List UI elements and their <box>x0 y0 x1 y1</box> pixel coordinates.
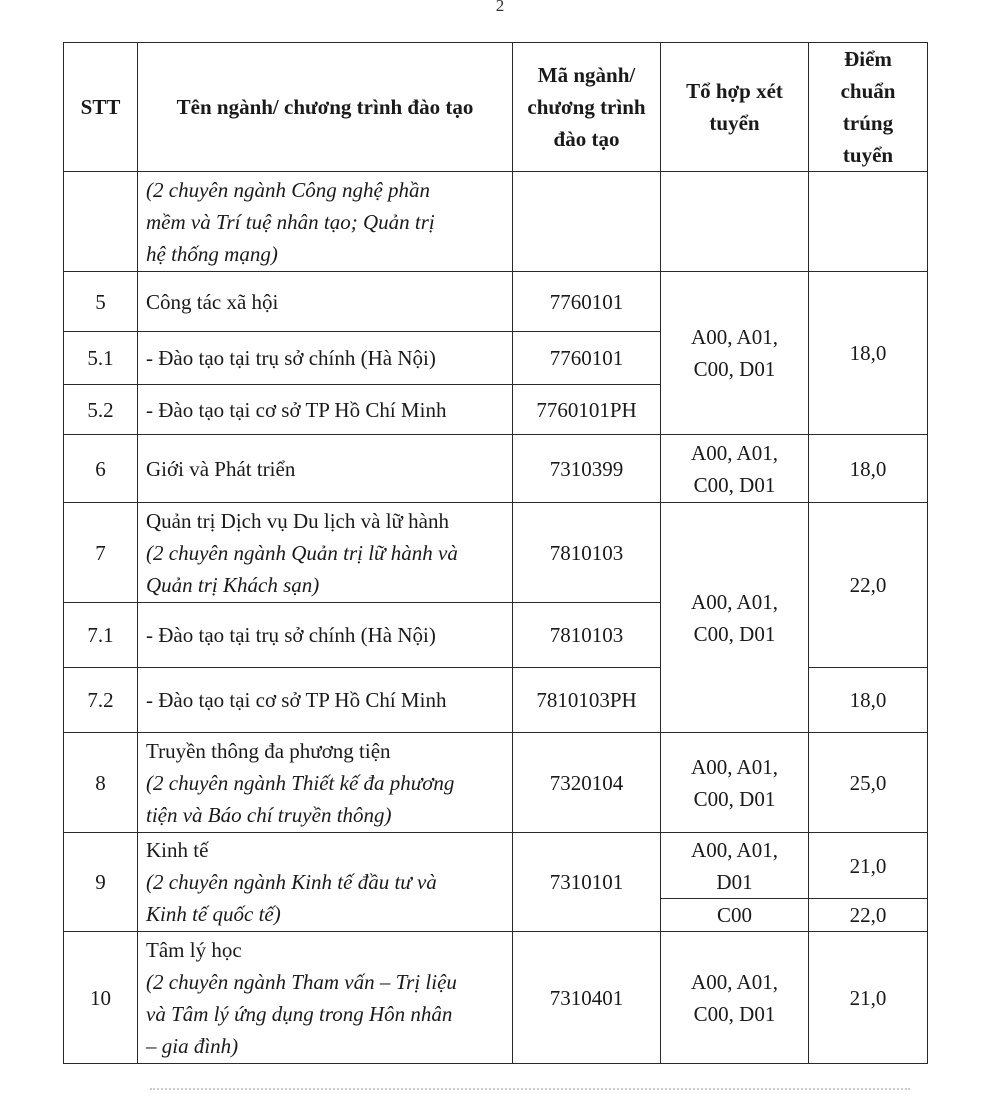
program-name-cell <box>138 503 513 603</box>
code-cell: 7320104 <box>513 733 661 833</box>
score-cell <box>809 172 928 272</box>
code-cell: 7760101PH <box>513 385 661 435</box>
table-header-row <box>64 43 928 172</box>
code-cell: 7310101 <box>513 833 661 932</box>
table-row <box>64 932 928 1064</box>
program-name-cell <box>138 833 513 932</box>
combo-line: A00, A01, <box>691 969 778 994</box>
score-cell: 18,0 <box>809 272 928 435</box>
note-line: – gia đình) <box>146 1033 239 1058</box>
code-cell: 7760101 <box>513 332 661 385</box>
score-cell: 18,0 <box>809 435 928 503</box>
combo-line: C00, D01 <box>693 621 776 646</box>
score-cell: 22,0 <box>809 899 928 932</box>
header-program-name: Tên ngành/ chương trình đào tạo <box>138 43 513 172</box>
cut-off-text-remnant <box>150 1088 910 1100</box>
stt-cell: 7.2 <box>64 668 138 733</box>
program-title: Quản trị Dịch vụ Du lịch và lữ hành <box>146 508 449 533</box>
score-cell: 21,0 <box>809 932 928 1064</box>
combo-line: A00, A01, <box>691 589 778 614</box>
note-line: và Tâm lý ứng dụng trong Hôn nhân <box>146 1001 453 1026</box>
header-code-line: đào tạo <box>553 127 620 151</box>
combo-line: C00, D01 <box>693 786 776 811</box>
table-row <box>64 435 928 503</box>
code-cell: 7310399 <box>513 435 661 503</box>
note-line: (2 chuyên ngành Quản trị lữ hành và <box>146 540 458 565</box>
combo-cell: C00 <box>661 899 809 932</box>
table-row <box>64 733 928 833</box>
stt-cell: 7.1 <box>64 603 138 668</box>
program-name-cell <box>138 733 513 833</box>
stt-cell: 7 <box>64 503 138 603</box>
admission-scores-table <box>63 42 928 1064</box>
header-cutoff-score <box>809 43 928 172</box>
combo-cell <box>661 172 809 272</box>
code-cell: 7810103 <box>513 603 661 668</box>
table-row <box>64 172 928 272</box>
note-line: (2 chuyên ngành Thiết kế đa phương <box>146 770 455 795</box>
header-score-line: Điểm <box>844 47 892 71</box>
combo-line: C00, D01 <box>693 1001 776 1026</box>
stt-cell: 9 <box>64 833 138 932</box>
program-name-cell: Giới và Phát triển <box>138 435 513 503</box>
header-code-line: Mã ngành/ <box>537 63 636 87</box>
program-title: Kinh tế <box>146 838 209 862</box>
header-score-line: trúng <box>842 111 894 135</box>
note-line: hệ thống mạng) <box>146 241 278 266</box>
table-row <box>64 272 928 332</box>
code-cell: 7760101 <box>513 272 661 332</box>
program-name-cell <box>138 932 513 1064</box>
score-cell: 18,0 <box>809 668 928 733</box>
program-note-cell <box>138 172 513 272</box>
stt-cell: 5 <box>64 272 138 332</box>
code-cell: 7810103PH <box>513 668 661 733</box>
header-subject-combination <box>661 43 809 172</box>
combo-line: A00, A01, <box>691 440 778 465</box>
note-line: tiện và Báo chí truyền thông) <box>146 802 392 827</box>
note-line: Quản trị Khách sạn) <box>146 572 320 597</box>
combo-cell <box>661 733 809 833</box>
stt-cell: 6 <box>64 435 138 503</box>
table-row <box>64 503 928 603</box>
stt-cell: 8 <box>64 733 138 833</box>
program-title: Tâm lý học <box>146 937 242 962</box>
combo-cell <box>661 272 809 435</box>
program-name-cell: - Đào tạo tại cơ sở TP Hồ Chí Minh <box>138 385 513 435</box>
score-cell: 21,0 <box>809 833 928 899</box>
header-code-line: chương trình <box>527 95 646 119</box>
note-line: (2 chuyên ngành Công nghệ phần <box>146 177 431 202</box>
combo-cell <box>661 932 809 1064</box>
code-cell: 7310401 <box>513 932 661 1064</box>
combo-line: A00, A01, <box>691 837 778 862</box>
code-cell <box>513 172 661 272</box>
program-name-cell: - Đào tạo tại cơ sở TP Hồ Chí Minh <box>138 668 513 733</box>
combo-line: C00, D01 <box>693 472 776 497</box>
combo-cell <box>661 833 809 899</box>
code-cell: 7810103 <box>513 503 661 603</box>
header-stt: STT <box>64 43 138 172</box>
stt-cell: 5.2 <box>64 385 138 435</box>
header-combo-line: tuyển <box>709 111 760 135</box>
note-line: (2 chuyên ngành Tham vấn – Trị liệu <box>146 969 457 994</box>
combo-line: A00, A01, <box>691 754 778 779</box>
combo-line: D01 <box>716 869 753 894</box>
program-title: Truyền thông đa phương tiện <box>146 738 391 763</box>
header-program-code <box>513 43 661 172</box>
header-score-line: tuyển <box>842 143 894 167</box>
combo-line: C00, D01 <box>693 357 776 381</box>
stt-cell <box>64 172 138 272</box>
note-line: Kinh tế quốc tế) <box>146 902 281 926</box>
program-name-cell: Công tác xã hội <box>138 272 513 332</box>
header-combo-line: Tổ hợp xét <box>686 79 783 103</box>
note-line: mềm và Trí tuệ nhân tạo; Quản trị <box>146 209 435 234</box>
score-cell: 25,0 <box>809 733 928 833</box>
program-name-cell: - Đào tạo tại trụ sở chính (Hà Nội) <box>138 603 513 668</box>
stt-cell: 5.1 <box>64 332 138 385</box>
note-line: (2 chuyên ngành Kinh tế đầu tư và <box>146 870 437 894</box>
stt-cell: 10 <box>64 932 138 1064</box>
combo-cell <box>661 503 809 733</box>
score-cell: 22,0 <box>809 503 928 668</box>
program-name-cell: - Đào tạo tại trụ sở chính (Hà Nội) <box>138 332 513 385</box>
combo-line: A00, A01, <box>691 325 778 349</box>
header-score-line: chuẩn <box>840 79 896 103</box>
combo-cell <box>661 435 809 503</box>
page-number: 2 <box>495 0 505 15</box>
table-row <box>64 833 928 899</box>
